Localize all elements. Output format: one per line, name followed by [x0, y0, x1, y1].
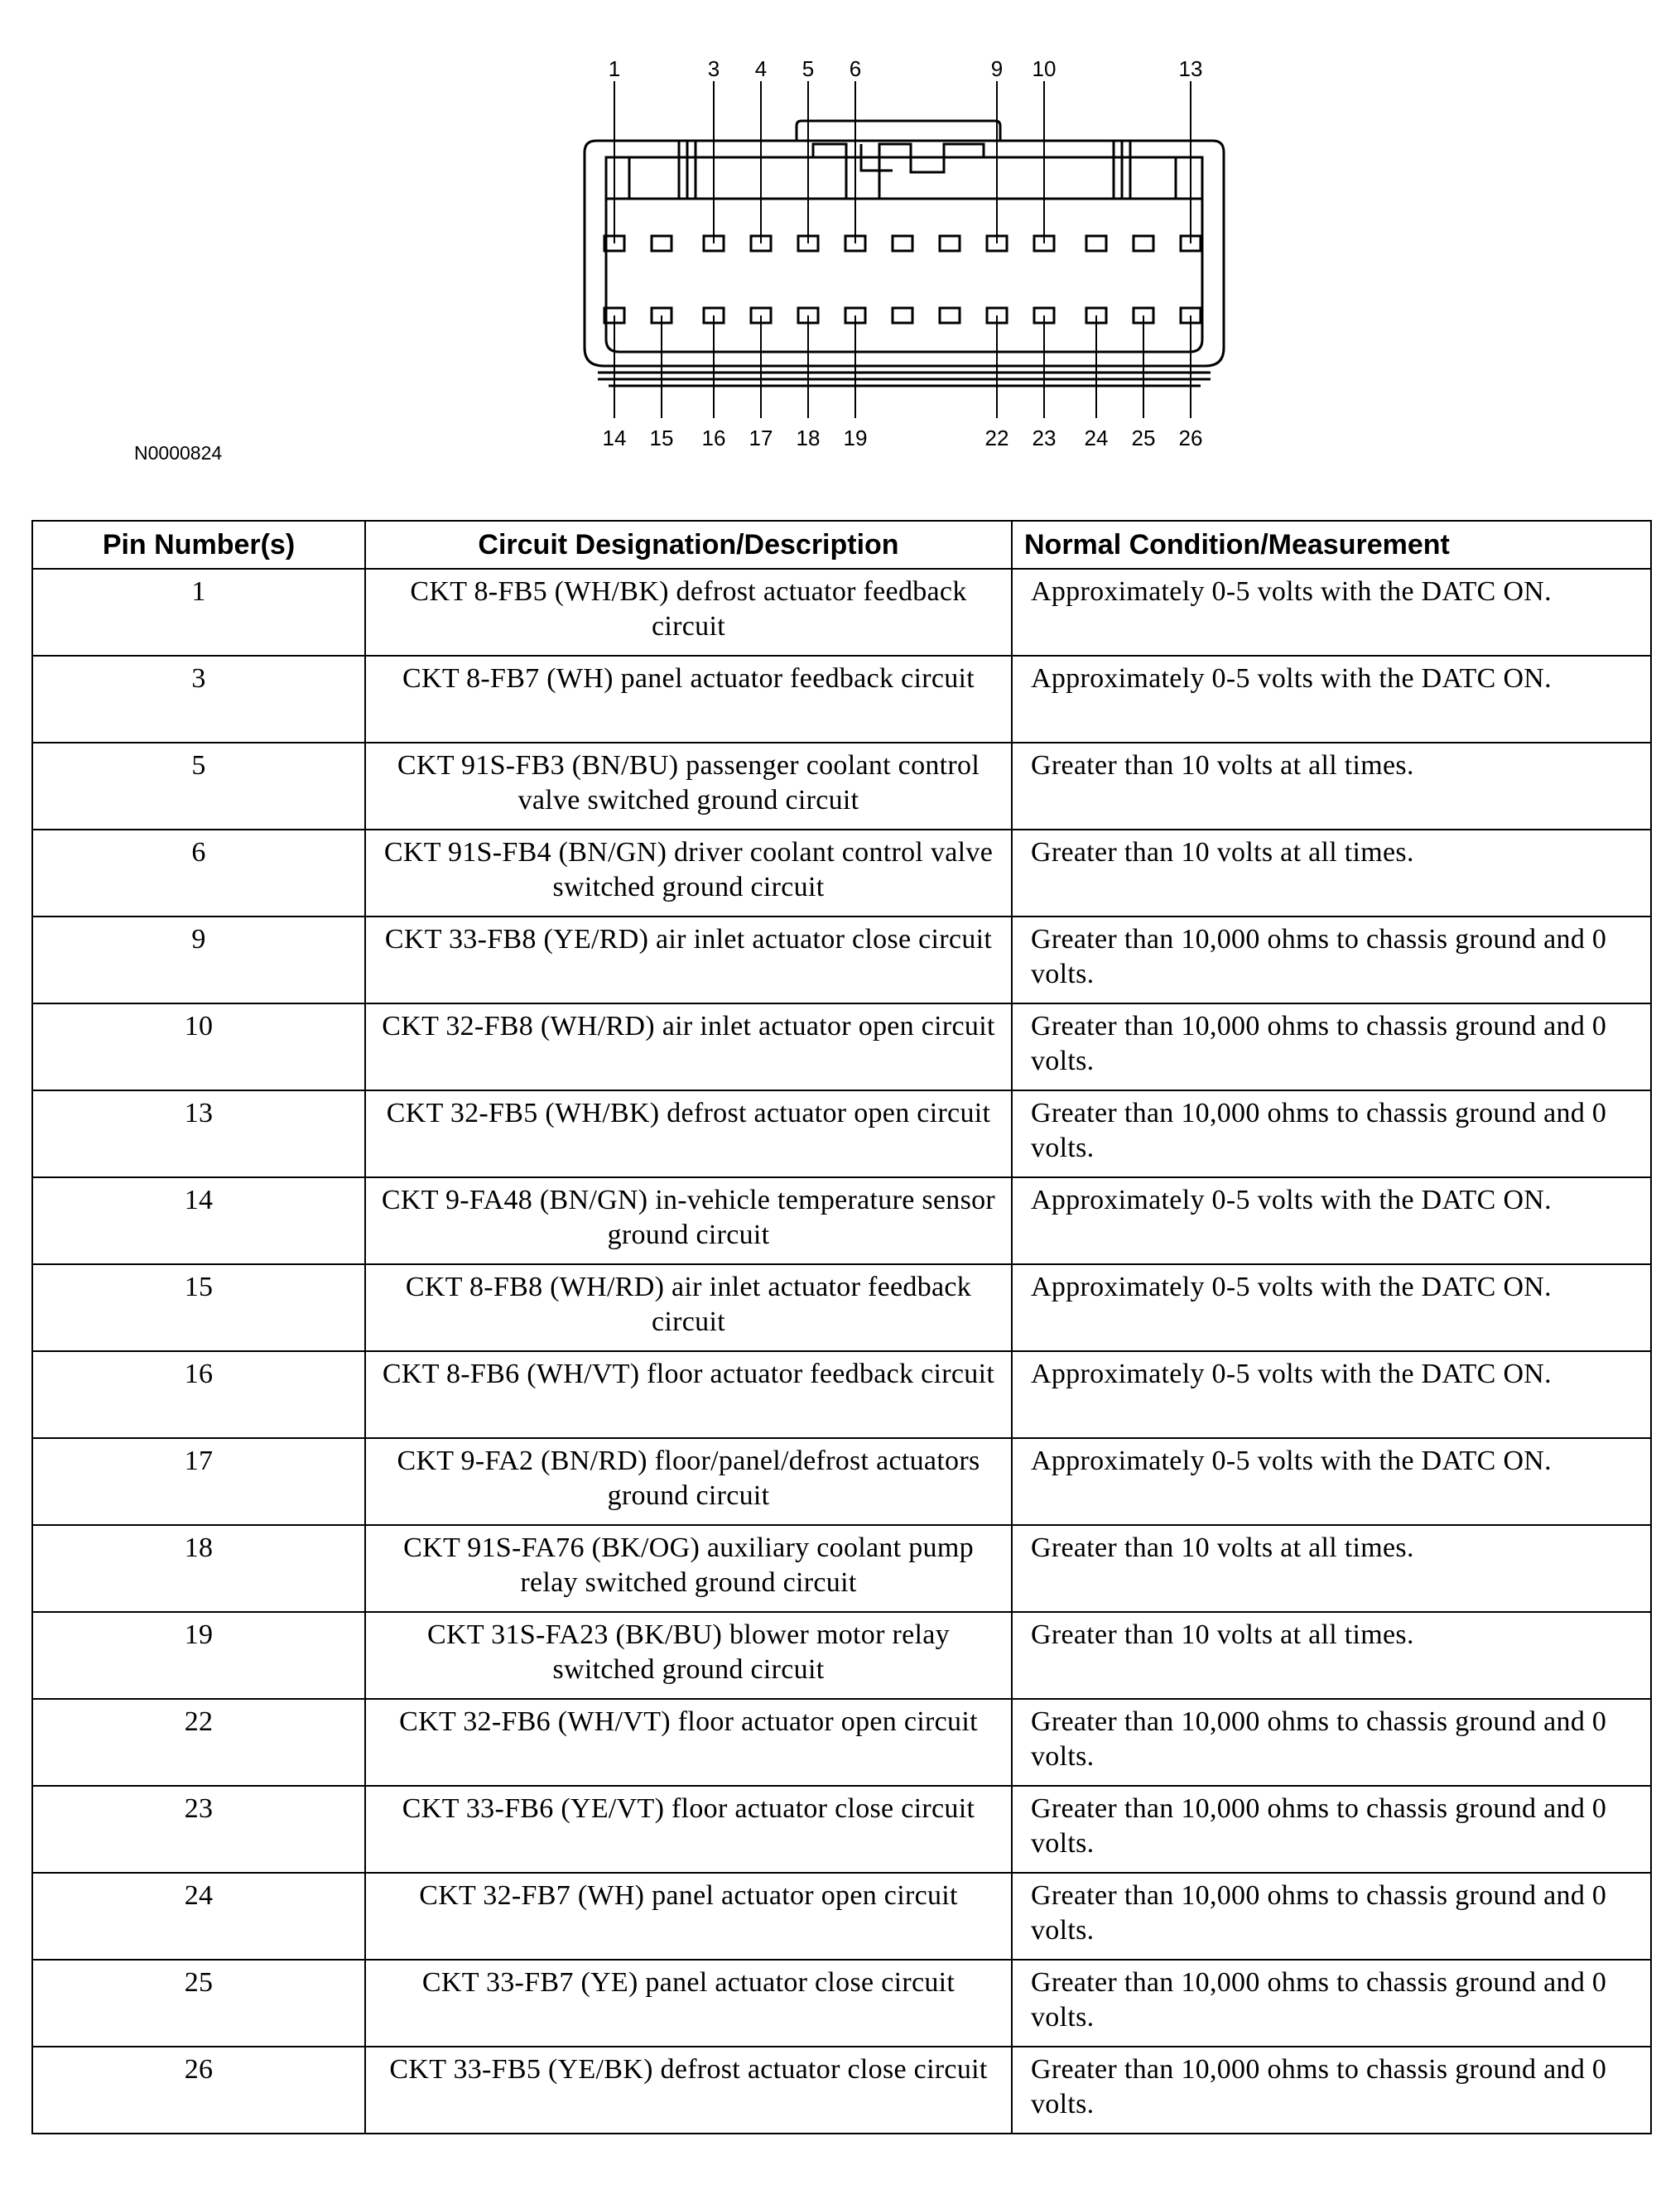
circuit-description-cell: CKT 31S-FA23 (BK/BU) blower motor relay switched ground circuit — [365, 1612, 1012, 1699]
circuit-description-cell: CKT 9-FA2 (BN/RD) floor/panel/defrost actuators ground circuit — [365, 1438, 1012, 1525]
pin-cavity — [652, 236, 672, 251]
pin-label: 17 — [749, 426, 773, 450]
table-row — [32, 1351, 1651, 1438]
pin-number-cell: 17 — [32, 1438, 365, 1525]
connector-face-diagram — [0, 0, 1680, 464]
pin-test-table — [31, 520, 1652, 2134]
table-row — [32, 1438, 1651, 1525]
header-pin-number: Pin Number(s) — [32, 521, 365, 569]
circuit-description-cell: CKT 8-FB7 (WH) panel actuator feedback circuit — [365, 656, 1012, 743]
circuit-description-cell: CKT 32-FB6 (WH/VT) floor actuator open circuit — [365, 1699, 1012, 1786]
normal-condition-cell: Greater than 10,000 ohms to chassis ground and 0 volts. — [1012, 1786, 1651, 1873]
circuit-description-cell: CKT 8-FB8 (WH/RD) air inlet actuator feedback circuit — [365, 1264, 1012, 1351]
pin-number-cell: 19 — [32, 1612, 365, 1699]
pin-number-cell: 22 — [32, 1699, 365, 1786]
circuit-description-cell: CKT 33-FB8 (YE/RD) air inlet actuator close circuit — [365, 917, 1012, 1003]
normal-condition-cell: Greater than 10 volts at all times. — [1012, 830, 1651, 917]
pin-number-cell: 10 — [32, 1003, 365, 1090]
normal-condition-cell: Approximately 0-5 volts with the DATC ON. — [1012, 569, 1651, 656]
pin-cavity — [940, 308, 960, 323]
pin-label: 23 — [1032, 426, 1057, 450]
pin-number-cell: 18 — [32, 1525, 365, 1612]
normal-condition-cell: Greater than 10 volts at all times. — [1012, 1525, 1651, 1612]
normal-condition-cell: Approximately 0-5 volts with the DATC ON. — [1012, 1177, 1651, 1264]
normal-condition-cell: Greater than 10,000 ohms to chassis ground and 0 volts. — [1012, 1090, 1651, 1177]
circuit-description-cell: CKT 8-FB5 (WH/BK) defrost actuator feedback circuit — [365, 569, 1012, 656]
normal-condition-cell: Approximately 0-5 volts with the DATC ON. — [1012, 656, 1651, 743]
connector-shell-outline — [585, 141, 1224, 366]
pin-number-cell: 14 — [32, 1177, 365, 1264]
pin-number-cell: 6 — [32, 830, 365, 917]
table-row — [32, 656, 1651, 743]
pin-number-cell: 5 — [32, 743, 365, 830]
normal-condition-cell: Greater than 10,000 ohms to chassis ground and 0 volts. — [1012, 1699, 1651, 1786]
circuit-description-cell: CKT 32-FB8 (WH/RD) air inlet actuator open circuit — [365, 1003, 1012, 1090]
pin-number-cell: 9 — [32, 917, 365, 1003]
pin-label: 16 — [701, 426, 726, 450]
pin-cavity — [893, 236, 912, 251]
pin-label: 25 — [1131, 426, 1156, 450]
pin-label: 6 — [849, 56, 862, 81]
table-row — [32, 1264, 1651, 1351]
table-body — [32, 569, 1651, 2134]
pin-label: 19 — [843, 426, 868, 450]
normal-condition-cell: Greater than 10,000 ohms to chassis ground and 0 volts. — [1012, 2047, 1651, 2134]
pin-label: 18 — [796, 426, 821, 450]
circuit-description-cell: CKT 91S-FB3 (BN/BU) passenger coolant control valve switched ground circuit — [365, 743, 1012, 830]
table-row — [32, 1699, 1651, 1786]
circuit-description-cell: CKT 33-FB6 (YE/VT) floor actuator close circuit — [365, 1786, 1012, 1873]
circuit-description-cell: CKT 32-FB7 (WH) panel actuator open circuit — [365, 1873, 1012, 1960]
pin-number-cell: 13 — [32, 1090, 365, 1177]
pin-label: 9 — [990, 56, 1004, 81]
pin-label: 24 — [1084, 426, 1109, 450]
pin-number-cell: 16 — [32, 1351, 365, 1438]
pin-label: 4 — [754, 56, 768, 81]
pin-label: 3 — [707, 56, 720, 81]
header-normal-condition: Normal Condition/Measurement — [1012, 521, 1651, 569]
figure-id: N0000824 — [134, 442, 223, 464]
table-row — [32, 569, 1651, 656]
pin-label: 5 — [801, 56, 815, 81]
normal-condition-cell: Approximately 0-5 volts with the DATC ON. — [1012, 1351, 1651, 1438]
pin-number-cell: 24 — [32, 1873, 365, 1960]
normal-condition-cell: Greater than 10,000 ohms to chassis ground and 0 volts. — [1012, 1873, 1651, 1960]
table-row — [32, 1612, 1651, 1699]
normal-condition-cell: Greater than 10,000 ohms to chassis ground and 0 volts. — [1012, 1960, 1651, 2047]
pin-cavity — [893, 308, 912, 323]
table-row — [32, 1525, 1651, 1612]
pin-label: 22 — [984, 426, 1009, 450]
table-row — [32, 743, 1651, 830]
pin-cavity — [1086, 236, 1106, 251]
pin-label: 10 — [1032, 56, 1057, 81]
top-pin-labels — [609, 56, 1203, 81]
table-row — [32, 917, 1651, 1003]
pin-label: 15 — [649, 426, 674, 450]
table-row — [32, 2047, 1651, 2134]
table-row — [32, 1873, 1651, 1960]
normal-condition-cell: Approximately 0-5 volts with the DATC ON. — [1012, 1438, 1651, 1525]
pin-label: 1 — [608, 56, 621, 81]
table-row — [32, 1177, 1651, 1264]
normal-condition-cell: Approximately 0-5 volts with the DATC ON. — [1012, 1264, 1651, 1351]
table-header-row — [32, 521, 1651, 569]
pin-number-cell: 23 — [32, 1786, 365, 1873]
circuit-description-cell: CKT 33-FB5 (YE/BK) defrost actuator close circuit — [365, 2047, 1012, 2134]
pin-label: 14 — [602, 426, 627, 450]
circuit-description-cell: CKT 8-FB6 (WH/VT) floor actuator feedback circuit — [365, 1351, 1012, 1438]
header-circuit-description: Circuit Designation/Description — [365, 521, 1012, 569]
circuit-description-cell: CKT 32-FB5 (WH/BK) defrost actuator open circuit — [365, 1090, 1012, 1177]
table-row — [32, 1960, 1651, 2047]
circuit-description-cell: CKT 9-FA48 (BN/GN) in-vehicle temperature sensor ground circuit — [365, 1177, 1012, 1264]
pin-label: 26 — [1178, 426, 1203, 450]
normal-condition-cell: Greater than 10 volts at all times. — [1012, 1612, 1651, 1699]
table-row — [32, 1090, 1651, 1177]
table-row — [32, 1003, 1651, 1090]
pin-number-cell: 15 — [32, 1264, 365, 1351]
pin-number-cell: 3 — [32, 656, 365, 743]
table-row — [32, 1786, 1651, 1873]
normal-condition-cell: Greater than 10,000 ohms to chassis ground and 0 volts. — [1012, 1003, 1651, 1090]
normal-condition-cell: Greater than 10,000 ohms to chassis ground and 0 volts. — [1012, 917, 1651, 1003]
circuit-description-cell: CKT 91S-FB4 (BN/GN) driver coolant control valve switched ground circuit — [365, 830, 1012, 917]
connector-latch — [797, 121, 1000, 141]
pin-number-cell: 25 — [32, 1960, 365, 2047]
table-row — [32, 830, 1651, 917]
bottom-pin-labels — [603, 426, 1203, 450]
normal-condition-cell: Greater than 10 volts at all times. — [1012, 743, 1651, 830]
pin-cavity — [940, 236, 960, 251]
pin-cavities — [604, 236, 1201, 323]
circuit-description-cell: CKT 91S-FA76 (BK/OG) auxiliary coolant pump relay switched ground circuit — [365, 1525, 1012, 1612]
pin-number-cell: 1 — [32, 569, 365, 656]
pin-label: 13 — [1178, 56, 1203, 81]
pin-cavity — [1134, 236, 1153, 251]
pin-number-cell: 26 — [32, 2047, 365, 2134]
circuit-description-cell: CKT 33-FB7 (YE) panel actuator close circuit — [365, 1960, 1012, 2047]
